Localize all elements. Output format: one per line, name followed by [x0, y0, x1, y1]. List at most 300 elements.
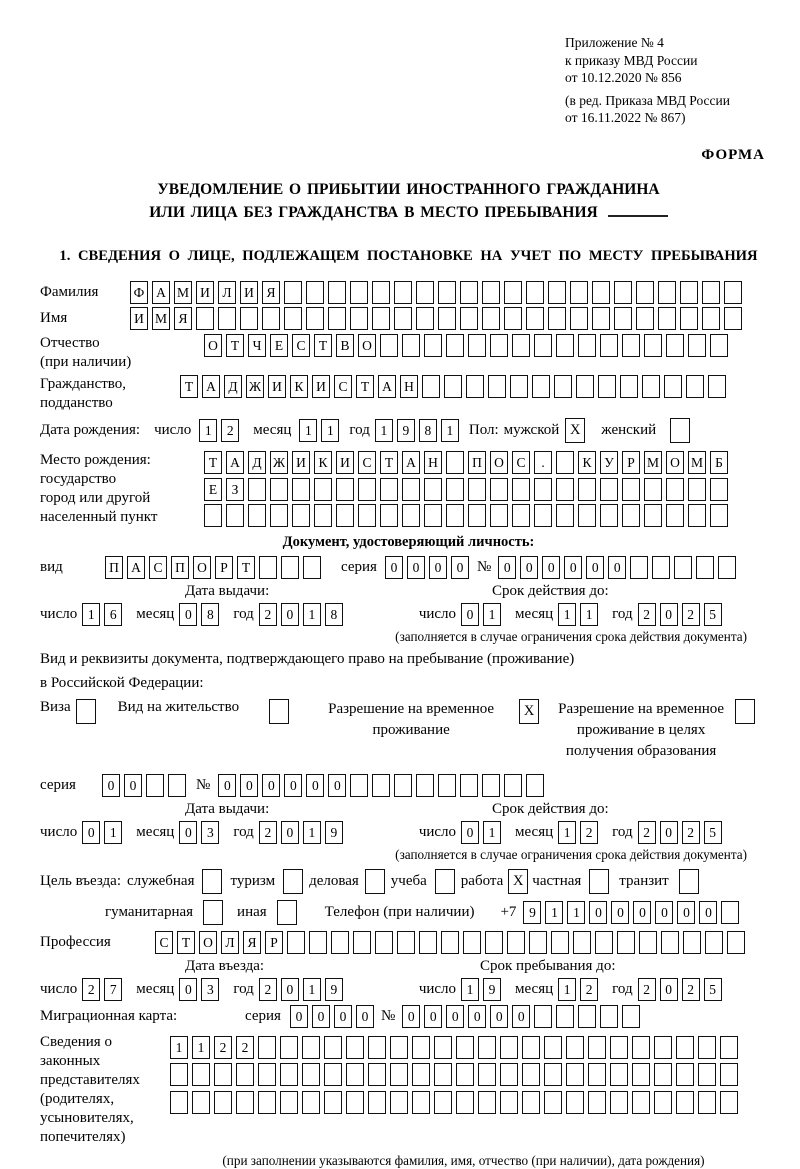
char-cell[interactable]: 1: [321, 419, 339, 442]
char-cell[interactable]: 0: [655, 901, 673, 924]
char-cell[interactable]: 0: [240, 774, 258, 797]
char-cell[interactable]: [270, 478, 288, 501]
char-cell[interactable]: [324, 1063, 342, 1086]
char-cell[interactable]: [324, 1091, 342, 1114]
char-cell[interactable]: 2: [259, 603, 277, 626]
char-cell[interactable]: [683, 931, 701, 954]
char-cell[interactable]: [482, 774, 500, 797]
char-cell[interactable]: Д: [248, 451, 266, 474]
char-cell[interactable]: [240, 307, 258, 330]
char-cell[interactable]: [610, 1063, 628, 1086]
char-cell[interactable]: [490, 504, 508, 527]
char-cell[interactable]: И: [130, 307, 148, 330]
char-cell[interactable]: [306, 307, 324, 330]
char-cell[interactable]: Ж: [270, 451, 288, 474]
char-cell[interactable]: [534, 478, 552, 501]
char-cell[interactable]: [512, 504, 530, 527]
char-cell[interactable]: [710, 504, 728, 527]
char-cell[interactable]: 2: [259, 978, 277, 1001]
char-cell[interactable]: 1: [303, 603, 321, 626]
char-cell[interactable]: [573, 931, 591, 954]
char-cell[interactable]: [218, 307, 236, 330]
char-cell[interactable]: [424, 478, 442, 501]
char-cell[interactable]: [588, 1063, 606, 1086]
char-cell[interactable]: 9: [325, 978, 343, 1001]
char-cell[interactable]: 1: [375, 419, 393, 442]
char-cell[interactable]: [578, 478, 596, 501]
char-cell[interactable]: 0: [461, 821, 479, 844]
char-cell[interactable]: [600, 478, 618, 501]
char-cell[interactable]: Т: [177, 931, 195, 954]
char-cell[interactable]: [507, 931, 525, 954]
char-cell[interactable]: [394, 774, 412, 797]
char-cell[interactable]: 0: [124, 774, 142, 797]
char-cell[interactable]: [551, 931, 569, 954]
char-cell[interactable]: [632, 1063, 650, 1086]
char-cell[interactable]: [674, 556, 692, 579]
char-cell[interactable]: [720, 1063, 738, 1086]
char-cell[interactable]: 1: [483, 603, 501, 626]
char-cell[interactable]: [292, 504, 310, 527]
char-cell[interactable]: [214, 1063, 232, 1086]
char-cell[interactable]: 0: [179, 821, 197, 844]
char-cell[interactable]: 5: [704, 978, 722, 1001]
char-cell[interactable]: 0: [490, 1005, 508, 1028]
char-cell[interactable]: [698, 1091, 716, 1114]
char-cell[interactable]: 0: [402, 1005, 420, 1028]
char-cell[interactable]: [636, 281, 654, 304]
char-cell[interactable]: М: [174, 281, 192, 304]
char-cell[interactable]: А: [152, 281, 170, 304]
char-cell[interactable]: [259, 556, 277, 579]
char-cell[interactable]: [500, 1091, 518, 1114]
char-cell[interactable]: [281, 556, 299, 579]
char-cell[interactable]: Я: [262, 281, 280, 304]
char-cell[interactable]: [270, 504, 288, 527]
purpose-transit-checkbox[interactable]: [679, 869, 699, 894]
char-cell[interactable]: 0: [512, 1005, 530, 1028]
char-cell[interactable]: И: [268, 375, 286, 398]
char-cell[interactable]: 2: [682, 821, 700, 844]
char-cell[interactable]: [302, 1036, 320, 1059]
char-cell[interactable]: [368, 1091, 386, 1114]
char-cell[interactable]: [262, 307, 280, 330]
char-cell[interactable]: 2: [82, 978, 100, 1001]
char-cell[interactable]: 1: [483, 821, 501, 844]
char-cell[interactable]: [258, 1063, 276, 1086]
char-cell[interactable]: [658, 307, 676, 330]
char-cell[interactable]: [532, 375, 550, 398]
char-cell[interactable]: [419, 931, 437, 954]
char-cell[interactable]: [424, 334, 442, 357]
char-cell[interactable]: 2: [638, 821, 656, 844]
char-cell[interactable]: 5: [704, 821, 722, 844]
char-cell[interactable]: К: [578, 451, 596, 474]
char-cell[interactable]: Н: [424, 451, 442, 474]
char-cell[interactable]: 0: [498, 556, 516, 579]
char-cell[interactable]: [644, 504, 662, 527]
char-cell[interactable]: Т: [237, 556, 255, 579]
char-cell[interactable]: [720, 1091, 738, 1114]
char-cell[interactable]: 0: [660, 821, 678, 844]
char-cell[interactable]: Т: [380, 451, 398, 474]
char-cell[interactable]: У: [600, 451, 618, 474]
char-cell[interactable]: 1: [558, 978, 576, 1001]
char-cell[interactable]: [720, 1036, 738, 1059]
char-cell[interactable]: 0: [699, 901, 717, 924]
char-cell[interactable]: 1: [567, 901, 585, 924]
char-cell[interactable]: [468, 334, 486, 357]
char-cell[interactable]: [526, 774, 544, 797]
char-cell[interactable]: [622, 334, 640, 357]
char-cell[interactable]: [478, 1063, 496, 1086]
char-cell[interactable]: [556, 334, 574, 357]
char-cell[interactable]: [614, 307, 632, 330]
purpose-official-checkbox[interactable]: [202, 869, 222, 894]
char-cell[interactable]: [456, 1036, 474, 1059]
char-cell[interactable]: [500, 1036, 518, 1059]
char-cell[interactable]: 0: [281, 978, 299, 1001]
char-cell[interactable]: [292, 478, 310, 501]
char-cell[interactable]: 0: [281, 603, 299, 626]
char-cell[interactable]: [548, 281, 566, 304]
char-cell[interactable]: 8: [419, 419, 437, 442]
char-cell[interactable]: [416, 281, 434, 304]
char-cell[interactable]: [328, 281, 346, 304]
char-cell[interactable]: [522, 1063, 540, 1086]
char-cell[interactable]: [658, 281, 676, 304]
char-cell[interactable]: [718, 556, 736, 579]
char-cell[interactable]: [600, 334, 618, 357]
char-cell[interactable]: [724, 307, 742, 330]
char-cell[interactable]: [632, 1091, 650, 1114]
char-cell[interactable]: [314, 478, 332, 501]
char-cell[interactable]: 0: [451, 556, 469, 579]
char-cell[interactable]: 9: [325, 821, 343, 844]
char-cell[interactable]: [434, 1063, 452, 1086]
char-cell[interactable]: 0: [611, 901, 629, 924]
char-cell[interactable]: 0: [660, 978, 678, 1001]
char-cell[interactable]: [485, 931, 503, 954]
char-cell[interactable]: 6: [104, 603, 122, 626]
char-cell[interactable]: [336, 478, 354, 501]
char-cell[interactable]: Т: [204, 451, 222, 474]
sex-female-checkbox[interactable]: [670, 418, 690, 443]
char-cell[interactable]: [394, 307, 412, 330]
char-cell[interactable]: 0: [468, 1005, 486, 1028]
char-cell[interactable]: [460, 307, 478, 330]
char-cell[interactable]: [368, 1063, 386, 1086]
char-cell[interactable]: [490, 478, 508, 501]
char-cell[interactable]: 0: [284, 774, 302, 797]
char-cell[interactable]: А: [127, 556, 145, 579]
char-cell[interactable]: [287, 931, 305, 954]
purpose-study-checkbox[interactable]: [435, 869, 455, 894]
char-cell[interactable]: 1: [303, 978, 321, 1001]
char-cell[interactable]: [721, 901, 739, 924]
char-cell[interactable]: 9: [523, 901, 541, 924]
char-cell[interactable]: [350, 774, 368, 797]
char-cell[interactable]: [570, 307, 588, 330]
char-cell[interactable]: 0: [677, 901, 695, 924]
char-cell[interactable]: 0: [589, 901, 607, 924]
char-cell[interactable]: [644, 334, 662, 357]
char-cell[interactable]: 2: [638, 978, 656, 1001]
char-cell[interactable]: С: [149, 556, 167, 579]
purpose-other-checkbox[interactable]: [277, 900, 297, 925]
char-cell[interactable]: [192, 1063, 210, 1086]
char-cell[interactable]: 1: [192, 1036, 210, 1059]
char-cell[interactable]: [666, 504, 684, 527]
char-cell[interactable]: Я: [174, 307, 192, 330]
char-cell[interactable]: [534, 1005, 552, 1028]
char-cell[interactable]: 0: [424, 1005, 442, 1028]
char-cell[interactable]: [434, 1036, 452, 1059]
char-cell[interactable]: [314, 504, 332, 527]
char-cell[interactable]: С: [358, 451, 376, 474]
char-cell[interactable]: [578, 1005, 596, 1028]
char-cell[interactable]: Б: [710, 451, 728, 474]
char-cell[interactable]: [306, 281, 324, 304]
char-cell[interactable]: [372, 307, 390, 330]
char-cell[interactable]: [556, 451, 574, 474]
char-cell[interactable]: С: [292, 334, 310, 357]
char-cell[interactable]: [710, 478, 728, 501]
char-cell[interactable]: [328, 307, 346, 330]
char-cell[interactable]: [526, 281, 544, 304]
char-cell[interactable]: [397, 931, 415, 954]
char-cell[interactable]: [622, 504, 640, 527]
char-cell[interactable]: 0: [542, 556, 560, 579]
purpose-private-checkbox[interactable]: [589, 869, 609, 894]
char-cell[interactable]: 0: [179, 978, 197, 1001]
char-cell[interactable]: [258, 1091, 276, 1114]
char-cell[interactable]: И: [312, 375, 330, 398]
char-cell[interactable]: [446, 334, 464, 357]
char-cell[interactable]: [490, 334, 508, 357]
char-cell[interactable]: [500, 1063, 518, 1086]
char-cell[interactable]: [478, 1036, 496, 1059]
char-cell[interactable]: [350, 281, 368, 304]
char-cell[interactable]: [309, 931, 327, 954]
char-cell[interactable]: П: [171, 556, 189, 579]
char-cell[interactable]: Д: [224, 375, 242, 398]
char-cell[interactable]: 2: [221, 419, 239, 442]
char-cell[interactable]: [412, 1036, 430, 1059]
purpose-work-checkbox[interactable]: X: [508, 869, 528, 894]
char-cell[interactable]: [444, 375, 462, 398]
char-cell[interactable]: В: [336, 334, 354, 357]
char-cell[interactable]: [248, 504, 266, 527]
char-cell[interactable]: [236, 1091, 254, 1114]
char-cell[interactable]: [664, 375, 682, 398]
char-cell[interactable]: 0: [520, 556, 538, 579]
char-cell[interactable]: С: [334, 375, 352, 398]
char-cell[interactable]: [622, 478, 640, 501]
char-cell[interactable]: Л: [218, 281, 236, 304]
char-cell[interactable]: [676, 1063, 694, 1086]
char-cell[interactable]: 1: [82, 603, 100, 626]
char-cell[interactable]: [688, 478, 706, 501]
char-cell[interactable]: А: [402, 451, 420, 474]
char-cell[interactable]: [504, 307, 522, 330]
char-cell[interactable]: [632, 1036, 650, 1059]
char-cell[interactable]: [610, 1091, 628, 1114]
char-cell[interactable]: [642, 375, 660, 398]
char-cell[interactable]: [170, 1063, 188, 1086]
char-cell[interactable]: [168, 774, 186, 797]
char-cell[interactable]: Т: [314, 334, 332, 357]
char-cell[interactable]: [595, 931, 613, 954]
char-cell[interactable]: [280, 1063, 298, 1086]
char-cell[interactable]: [412, 1063, 430, 1086]
char-cell[interactable]: [460, 774, 478, 797]
char-cell[interactable]: [702, 281, 720, 304]
char-cell[interactable]: [661, 931, 679, 954]
char-cell[interactable]: [534, 504, 552, 527]
char-cell[interactable]: Т: [180, 375, 198, 398]
char-cell[interactable]: [556, 504, 574, 527]
char-cell[interactable]: О: [666, 451, 684, 474]
char-cell[interactable]: 0: [218, 774, 236, 797]
char-cell[interactable]: [446, 478, 464, 501]
char-cell[interactable]: [622, 1005, 640, 1028]
char-cell[interactable]: 0: [446, 1005, 464, 1028]
char-cell[interactable]: [534, 334, 552, 357]
char-cell[interactable]: [504, 281, 522, 304]
char-cell[interactable]: [196, 307, 214, 330]
char-cell[interactable]: [592, 307, 610, 330]
char-cell[interactable]: [708, 375, 726, 398]
char-cell[interactable]: [488, 375, 506, 398]
char-cell[interactable]: [592, 281, 610, 304]
char-cell[interactable]: О: [358, 334, 376, 357]
char-cell[interactable]: [654, 1063, 672, 1086]
char-cell[interactable]: [372, 774, 390, 797]
char-cell[interactable]: [696, 556, 714, 579]
char-cell[interactable]: [566, 1063, 584, 1086]
char-cell[interactable]: [544, 1063, 562, 1086]
char-cell[interactable]: [380, 504, 398, 527]
char-cell[interactable]: [566, 1091, 584, 1114]
char-cell[interactable]: Р: [622, 451, 640, 474]
char-cell[interactable]: П: [105, 556, 123, 579]
char-cell[interactable]: [680, 281, 698, 304]
char-cell[interactable]: [544, 1091, 562, 1114]
char-cell[interactable]: О: [199, 931, 217, 954]
char-cell[interactable]: 2: [236, 1036, 254, 1059]
char-cell[interactable]: 0: [82, 821, 100, 844]
char-cell[interactable]: [702, 307, 720, 330]
char-cell[interactable]: Н: [400, 375, 418, 398]
char-cell[interactable]: 1: [170, 1036, 188, 1059]
char-cell[interactable]: [698, 1063, 716, 1086]
char-cell[interactable]: [526, 307, 544, 330]
char-cell[interactable]: М: [688, 451, 706, 474]
char-cell[interactable]: [548, 307, 566, 330]
char-cell[interactable]: [578, 334, 596, 357]
char-cell[interactable]: [438, 774, 456, 797]
char-cell[interactable]: 2: [214, 1036, 232, 1059]
char-cell[interactable]: [512, 478, 530, 501]
char-cell[interactable]: 0: [281, 821, 299, 844]
char-cell[interactable]: К: [314, 451, 332, 474]
temp-residence-education-checkbox[interactable]: [735, 699, 755, 724]
char-cell[interactable]: [504, 774, 522, 797]
char-cell[interactable]: [466, 375, 484, 398]
char-cell[interactable]: 1: [299, 419, 317, 442]
char-cell[interactable]: [258, 1036, 276, 1059]
char-cell[interactable]: [705, 931, 723, 954]
char-cell[interactable]: 0: [306, 774, 324, 797]
char-cell[interactable]: Ч: [248, 334, 266, 357]
char-cell[interactable]: [522, 1091, 540, 1114]
char-cell[interactable]: [248, 478, 266, 501]
char-cell[interactable]: 0: [660, 603, 678, 626]
char-cell[interactable]: 8: [325, 603, 343, 626]
char-cell[interactable]: [372, 281, 390, 304]
char-cell[interactable]: [676, 1091, 694, 1114]
visa-checkbox[interactable]: [76, 699, 96, 724]
char-cell[interactable]: [654, 1091, 672, 1114]
char-cell[interactable]: [468, 504, 486, 527]
char-cell[interactable]: 2: [259, 821, 277, 844]
purpose-humanitarian-checkbox[interactable]: [203, 900, 223, 925]
char-cell[interactable]: С: [155, 931, 173, 954]
char-cell[interactable]: [680, 307, 698, 330]
char-cell[interactable]: 0: [102, 774, 120, 797]
char-cell[interactable]: [620, 375, 638, 398]
char-cell[interactable]: [614, 281, 632, 304]
char-cell[interactable]: [350, 307, 368, 330]
char-cell[interactable]: [460, 281, 478, 304]
char-cell[interactable]: 1: [558, 603, 576, 626]
char-cell[interactable]: [676, 1036, 694, 1059]
char-cell[interactable]: [284, 281, 302, 304]
char-cell[interactable]: 8: [201, 603, 219, 626]
char-cell[interactable]: Т: [226, 334, 244, 357]
char-cell[interactable]: О: [193, 556, 211, 579]
char-cell[interactable]: [529, 931, 547, 954]
char-cell[interactable]: [554, 375, 572, 398]
char-cell[interactable]: О: [204, 334, 222, 357]
char-cell[interactable]: 0: [290, 1005, 308, 1028]
char-cell[interactable]: 1: [104, 821, 122, 844]
char-cell[interactable]: 0: [429, 556, 447, 579]
char-cell[interactable]: 0: [461, 603, 479, 626]
char-cell[interactable]: [688, 334, 706, 357]
char-cell[interactable]: 0: [262, 774, 280, 797]
char-cell[interactable]: [438, 281, 456, 304]
char-cell[interactable]: [512, 334, 530, 357]
char-cell[interactable]: [146, 774, 164, 797]
char-cell[interactable]: 0: [356, 1005, 374, 1028]
char-cell[interactable]: [438, 307, 456, 330]
char-cell[interactable]: [522, 1036, 540, 1059]
char-cell[interactable]: [331, 931, 349, 954]
char-cell[interactable]: [422, 375, 440, 398]
char-cell[interactable]: [412, 1091, 430, 1114]
char-cell[interactable]: [402, 478, 420, 501]
char-cell[interactable]: 0: [328, 774, 346, 797]
char-cell[interactable]: 0: [608, 556, 626, 579]
char-cell[interactable]: Е: [270, 334, 288, 357]
residence-permit-checkbox[interactable]: [269, 699, 289, 724]
char-cell[interactable]: [724, 281, 742, 304]
char-cell[interactable]: [456, 1063, 474, 1086]
char-cell[interactable]: 7: [104, 978, 122, 1001]
char-cell[interactable]: 0: [312, 1005, 330, 1028]
